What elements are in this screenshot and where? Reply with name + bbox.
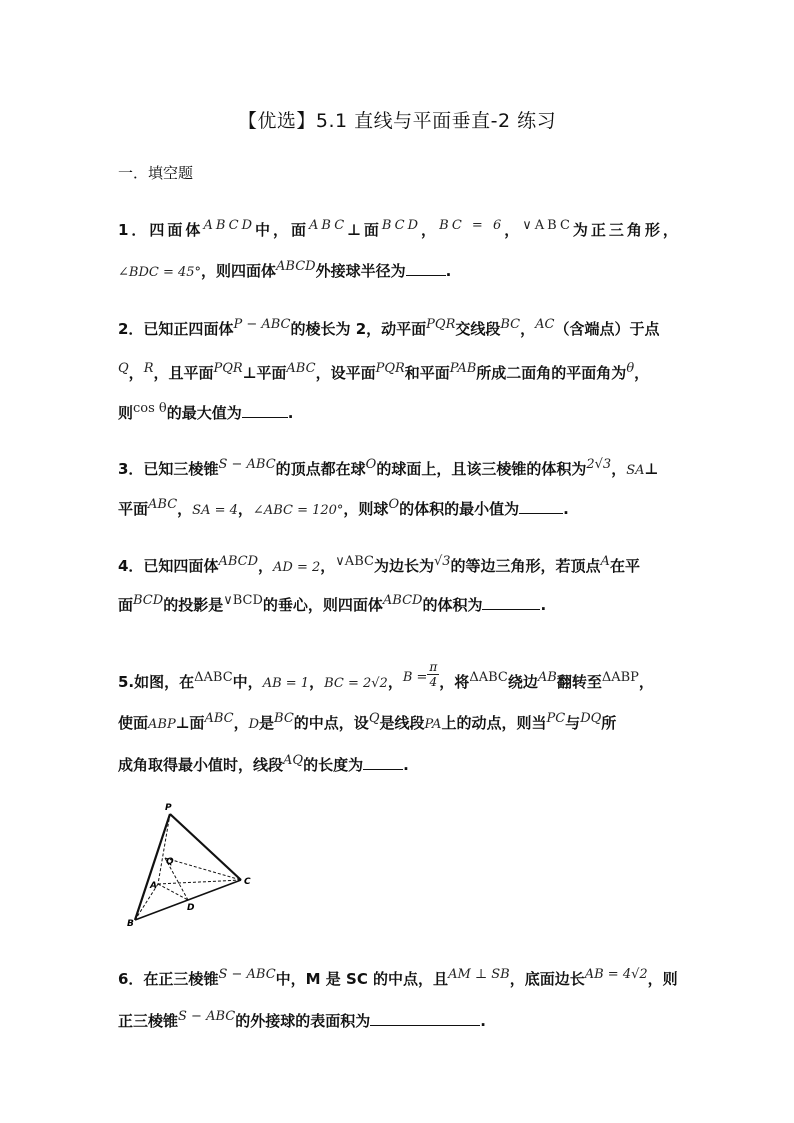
q3-text: 的体积的最小值为 [399, 500, 520, 518]
edge-ac [158, 880, 241, 884]
q2-math: PQR [426, 317, 456, 332]
q2-text: 则 [118, 404, 134, 422]
q5-math: AB = 1 [262, 676, 310, 691]
q6-math: AB = 4√2 [584, 967, 648, 982]
q2-line1 [118, 318, 660, 339]
q2-text: . [287, 404, 294, 422]
q2-math: Q [118, 361, 129, 376]
q6-math: S − ABC [178, 1009, 236, 1024]
answer-blank[interactable] [242, 403, 288, 418]
q3-math: S − ABC [218, 457, 276, 472]
q5-line1 [118, 660, 654, 697]
q3-math: 2√3 [586, 457, 612, 472]
answer-blank[interactable] [482, 595, 540, 610]
q5-text: ， [233, 714, 249, 732]
q5-math: B = [402, 670, 428, 685]
q1-math: BCD [381, 218, 422, 233]
q2-math: R [143, 361, 154, 376]
q2-text: ， [520, 320, 536, 338]
q2-math: PQR [375, 361, 405, 376]
q5-math: ΔABC [194, 670, 233, 685]
q5-text: 翻转至 [556, 673, 602, 691]
q3-text: ， [177, 500, 193, 518]
q5-text: ，将 [439, 673, 470, 691]
q4-line2 [118, 594, 546, 615]
q5-text: 所 [601, 714, 617, 732]
q5-fraction-num: π [429, 660, 438, 674]
q6-text: ，则 [647, 970, 678, 988]
q4-text: 面 [118, 596, 134, 614]
q5-math: D [248, 717, 260, 732]
q4-math: BCD [133, 593, 164, 608]
q5-line2 [118, 712, 616, 733]
q5-fraction [427, 660, 439, 689]
q4-line1 [118, 555, 640, 576]
q4-text: 为边长为 [373, 557, 434, 575]
q2-text: 和平面 [404, 364, 450, 382]
q6-line2 [118, 1010, 486, 1031]
q3-line1 [118, 458, 658, 479]
q1-text: ， [421, 221, 440, 239]
q1-text: 为正三角形， [572, 221, 681, 239]
q2-text: 2．已知正四面体 [118, 320, 234, 338]
q2-text: 所成二面角的平面角为 [476, 364, 627, 382]
q5-text: 的长度为 [303, 756, 364, 774]
q1-math: ∨ABC [522, 218, 573, 233]
q6-text: 的外接球的表面积为 [235, 1012, 371, 1030]
q4-text: . [540, 596, 547, 614]
q3-line2 [118, 498, 569, 519]
q5-text: 成角取得最小值时，线段 [118, 756, 284, 774]
q2-text: 的最大值为 [166, 404, 242, 422]
q1-line2 [118, 260, 451, 281]
q1-text: 1．四面体 [118, 221, 204, 239]
q2-math: θ [626, 361, 635, 376]
q4-math: ∨ABC [335, 554, 374, 569]
q1-math: ABCD [276, 259, 316, 274]
q4-math: √3 [433, 554, 451, 569]
q6-text: 6．在正三棱锥 [118, 970, 219, 988]
q4-text: 在平 [609, 557, 640, 575]
q6-math: S − ABC [218, 967, 276, 982]
q5-text: ， [638, 673, 654, 691]
q4-math: ABCD [218, 554, 259, 569]
q3-math: ∠ABC = 120° [252, 503, 344, 518]
q4-text: ， [320, 557, 336, 575]
q3-math: ABC [148, 497, 178, 512]
section-heading: 一．填空题 [118, 164, 194, 182]
q3-text: 平面 [118, 500, 149, 518]
answer-blank[interactable] [370, 1011, 480, 1026]
q2-text: 交线段 [455, 320, 501, 338]
q2-line3 [118, 402, 293, 423]
q6-text: . [480, 1012, 486, 1030]
q5-line3 [118, 754, 409, 775]
q5-math: BC = 2√2 [324, 676, 388, 691]
q2-text: （含端点）于点 [554, 320, 660, 338]
q2-text: ，且平面 [153, 364, 214, 382]
q5-math: ABP [148, 717, 176, 732]
q2-text: ， [634, 364, 650, 382]
q5-text: 与 [565, 714, 581, 732]
q4-text: 的投影是 [163, 596, 224, 614]
q2-math: ABC [286, 361, 316, 376]
q3-text: 的球面上，且该三棱锥的体积为 [376, 460, 587, 478]
q1-text: ， [504, 221, 523, 239]
q2-math: BC [500, 317, 521, 332]
q5-text: 的中点，设 [293, 714, 369, 732]
q3-text: 3．已知三棱锥 [118, 460, 219, 478]
q5-text: 上的动点，则当 [441, 714, 547, 732]
q6-math: AM ⊥ SB [448, 967, 510, 982]
q6-text: 中，M 是 SC 的中点，且 [275, 970, 449, 988]
q3-text: . [563, 500, 569, 518]
label-a: A [150, 881, 157, 891]
q2-math: PAB [449, 361, 477, 376]
answer-blank[interactable] [406, 261, 446, 276]
q3-math: O [365, 457, 377, 472]
q6-text: ，底面边长 [509, 970, 585, 988]
q5-math: ΔABP [601, 670, 639, 685]
q1-text: 中，面 [255, 221, 310, 239]
q1-text: . [445, 262, 452, 280]
q5-fraction-den: 4 [429, 675, 438, 689]
q3-text: ⊥ [644, 460, 659, 478]
answer-blank[interactable] [519, 499, 563, 514]
q2-math: cos θ [133, 401, 167, 416]
tetrahedron-figure [125, 800, 265, 928]
q4-text: 的垂心，则四面体 [262, 596, 383, 614]
q5-math: AQ [283, 753, 304, 768]
edge-pb [135, 814, 170, 920]
q5-text: 是 [259, 714, 275, 732]
q5-text: 使面 [118, 714, 149, 732]
q5-math: BC [274, 711, 294, 726]
label-q: Q [166, 857, 174, 867]
q1-math: BC = 6 [439, 218, 505, 233]
q3-text: ，则球 [343, 500, 389, 518]
q4-math: ABCD [382, 593, 423, 608]
label-p: P [165, 803, 172, 813]
q3-text: ， [237, 500, 253, 518]
q5-math: AB [537, 670, 557, 685]
q6-line1 [118, 968, 678, 989]
q5-math: PC [546, 711, 566, 726]
q1-math: ABC [309, 218, 348, 233]
q4-text: 4．已知四面体 [118, 557, 219, 575]
q2-text: ⊥平面 [242, 364, 287, 382]
q5-text: 是线段 [379, 714, 425, 732]
q2-text: 的棱长为 2，动平面 [290, 320, 427, 338]
q3-text: ， [611, 460, 627, 478]
q5-text: 5.如图，在 [118, 673, 195, 691]
q3-text: 的顶点都在球 [275, 460, 366, 478]
q5-math: ABC [204, 711, 234, 726]
q5-text: ， [387, 673, 403, 691]
q4-math: AD = 2 [273, 560, 321, 575]
q1-line1 [118, 219, 681, 240]
q5-text: 中， [232, 673, 263, 691]
label-d: D [187, 903, 195, 913]
q5-text: ⊥面 [175, 714, 205, 732]
page-title: 【优选】5.1 直线与平面垂直-2 练习 [237, 110, 557, 132]
label-b: B [127, 919, 134, 928]
q5-math: DQ [580, 711, 602, 726]
q2-math: PQR [213, 361, 243, 376]
q5-text: ， [309, 673, 325, 691]
q4-text: 的体积为 [422, 596, 483, 614]
q1-math: ABCD [203, 218, 255, 233]
q4-math: ∨BCD [223, 593, 263, 608]
q4-math: A [600, 554, 610, 569]
q2-text: ， [128, 364, 144, 382]
q5-math: Q [368, 711, 380, 726]
q5-math: ΔABC [469, 670, 508, 685]
q6-text: 正三棱锥 [118, 1012, 179, 1030]
q2-math: P − ABC [233, 317, 291, 332]
q1-math: ∠BDC = 45° [118, 265, 202, 280]
q1-text: 外接球半径为 [315, 262, 406, 280]
segment-ad [158, 884, 188, 900]
q3-math: O [388, 497, 400, 512]
q2-text: ，设平面 [315, 364, 376, 382]
q4-text: 的等边三角形，若顶点 [450, 557, 601, 575]
q3-math: SA [626, 463, 645, 478]
q5-math: PA [424, 717, 442, 732]
label-c: C [244, 877, 251, 887]
q3-math: SA = 4 [192, 503, 238, 518]
q4-text: ， [258, 557, 274, 575]
q5-text: 绕边 [507, 673, 538, 691]
q2-math: AC [535, 317, 555, 332]
q5-text: . [403, 756, 409, 774]
q1-text: ，则四面体 [201, 262, 277, 280]
q1-text: ⊥面 [347, 221, 382, 239]
q2-line2 [118, 362, 649, 383]
answer-blank[interactable] [363, 755, 403, 770]
edge-pa [158, 814, 170, 884]
